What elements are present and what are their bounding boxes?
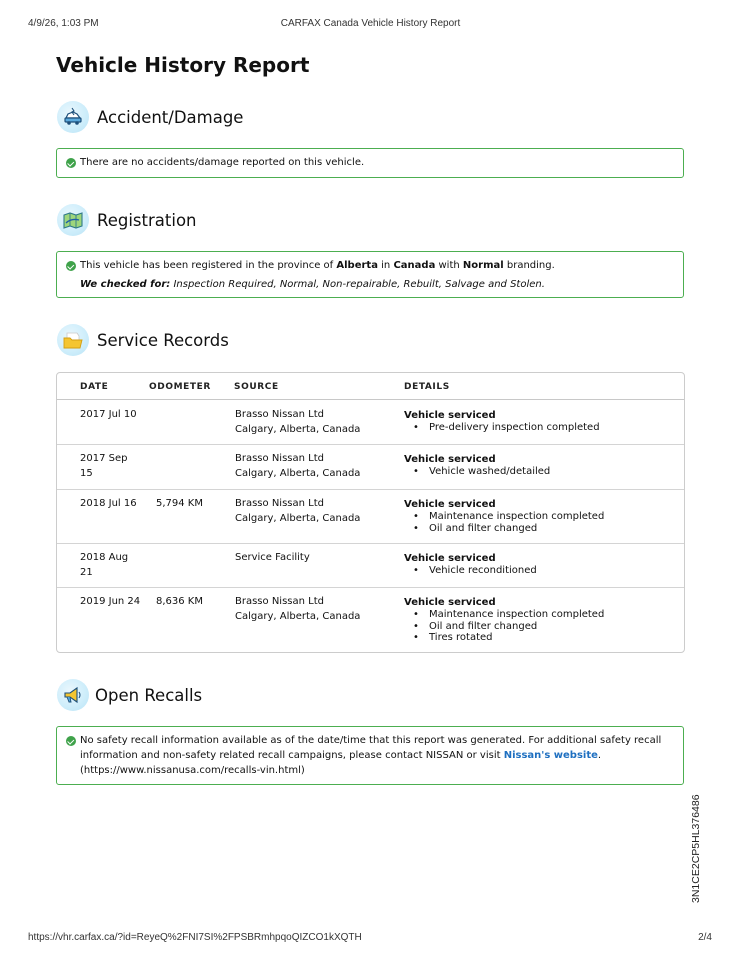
list-item: • Pre-delivery inspection completed <box>404 422 674 434</box>
megaphone-icon <box>57 679 89 711</box>
table-row <box>57 588 684 652</box>
registration-province: Alberta <box>336 260 378 271</box>
detail-title: Vehicle serviced <box>404 499 496 510</box>
column-header-odometer: ODOMETER <box>149 382 211 392</box>
list-item: • Oil and filter changed <box>404 621 674 633</box>
accident-status-box <box>56 148 684 178</box>
record-details <box>404 498 674 534</box>
report-title: Vehicle History Report <box>56 53 310 77</box>
source-location: Calgary, Alberta, Canada <box>235 512 361 524</box>
record-source <box>235 452 395 481</box>
source-location: Calgary, Alberta, Canada <box>235 423 361 435</box>
check-circle-icon <box>66 736 76 746</box>
detail-title: Vehicle serviced <box>404 553 496 564</box>
column-header-source: SOURCE <box>234 382 279 392</box>
source-name: Brasso Nissan Ltd <box>235 453 324 464</box>
table-row <box>57 401 684 445</box>
registration-branding: Normal <box>462 260 504 271</box>
nissan-website-link[interactable]: Nissan's website <box>503 750 598 761</box>
checked-for-label: We checked for: <box>80 279 171 290</box>
detail-list <box>404 565 674 577</box>
source-name: Service Facility <box>235 552 310 563</box>
recalls-message-line1: No safety recall information available as of the date/time that this report was generated. For additional safety recall <box>80 735 662 746</box>
source-name: Brasso Nissan Ltd <box>235 596 324 607</box>
record-details <box>404 552 674 577</box>
recalls-message-line2-end: . <box>597 750 602 761</box>
record-date: 2019 Jun 24 <box>80 596 141 607</box>
record-date: 2017 Jul 10 <box>80 409 137 420</box>
record-source <box>235 551 395 566</box>
list-item: • Maintenance inspection completed <box>404 609 674 621</box>
detail-list <box>404 466 674 478</box>
detail-list <box>404 609 674 644</box>
registration-text-mid1: in <box>377 260 394 271</box>
table-row <box>57 544 684 588</box>
check-circle-icon <box>66 261 76 271</box>
header-divider <box>57 399 684 400</box>
service-section-title: Service Records <box>97 330 229 350</box>
source-location: Calgary, Alberta, Canada <box>235 467 361 479</box>
record-source <box>235 497 395 526</box>
accident-message: There are no accidents/damage reported on this vehicle. <box>80 157 365 168</box>
column-header-date: DATE <box>80 382 109 392</box>
column-header-details: DETAILS <box>404 382 450 392</box>
folder-icon <box>57 324 89 356</box>
registration-text-mid2: with <box>435 260 463 271</box>
registration-text-post: branding. <box>503 260 555 271</box>
detail-list <box>404 511 674 534</box>
print-page-number: 2/4 <box>698 932 712 943</box>
registration-country: Canada <box>393 260 436 271</box>
map-icon <box>57 204 89 236</box>
recalls-url-text: (https://www.nissanusa.com/recalls-vin.html) <box>80 765 305 776</box>
record-odometer: 8,636 KM <box>156 596 203 607</box>
list-item: • Maintenance inspection completed <box>404 511 674 523</box>
vin-number: 3N1CE2CP5HL376486 <box>690 794 702 903</box>
record-source <box>235 595 395 624</box>
recalls-section-header <box>57 678 202 712</box>
accident-section-title: Accident/Damage <box>97 107 244 127</box>
detail-title: Vehicle serviced <box>404 597 496 608</box>
source-location: Calgary, Alberta, Canada <box>235 610 361 622</box>
accident-section-header <box>57 100 243 134</box>
recalls-section-title: Open Recalls <box>95 685 203 705</box>
record-source <box>235 408 395 437</box>
record-date: 2018 Jul 16 <box>80 498 137 509</box>
service-section-header <box>57 323 229 357</box>
record-date: 2018 Aug 21 <box>80 552 129 578</box>
list-item: • Vehicle reconditioned <box>404 565 674 577</box>
table-row <box>57 445 684 490</box>
service-records-table <box>56 372 685 653</box>
print-url: https://vhr.carfax.ca/?id=ReyeQ%2FNI7SI%2FPSBRmhpqoQIZCO1kXQTH <box>28 932 362 943</box>
detail-title: Vehicle serviced <box>404 454 496 465</box>
list-item: • Vehicle washed/detailed <box>404 466 674 478</box>
record-details <box>404 596 674 644</box>
check-circle-icon <box>66 158 76 168</box>
record-date: 2017 Sep 15 <box>80 453 128 479</box>
source-name: Brasso Nissan Ltd <box>235 409 324 420</box>
list-item: • Oil and filter changed <box>404 523 674 535</box>
record-details <box>404 409 674 434</box>
print-datetime: 4/9/26, 1:03 PM <box>28 18 99 29</box>
recalls-status-box <box>56 726 684 785</box>
recalls-message-line2: information and non-safety related recall campaigns, please contact NISSAN or visit <box>80 750 504 761</box>
registration-text-pre: This vehicle has been registered in the province of <box>80 260 337 271</box>
car-damage-icon <box>57 101 89 133</box>
detail-list <box>404 422 674 434</box>
registration-section-header <box>57 203 197 237</box>
list-item: • Tires rotated <box>404 632 674 644</box>
record-odometer: 5,794 KM <box>156 498 203 509</box>
registration-status-box <box>56 251 684 298</box>
source-name: Brasso Nissan Ltd <box>235 498 324 509</box>
detail-title: Vehicle serviced <box>404 410 496 421</box>
print-document-title: CARFAX Canada Vehicle History Report <box>280 18 461 29</box>
checked-for-items: Inspection Required, Normal, Non-repairable, Rebuilt, Salvage and Stolen. <box>170 279 545 290</box>
record-details <box>404 453 674 478</box>
table-row <box>57 490 684 544</box>
registration-section-title: Registration <box>97 210 197 230</box>
